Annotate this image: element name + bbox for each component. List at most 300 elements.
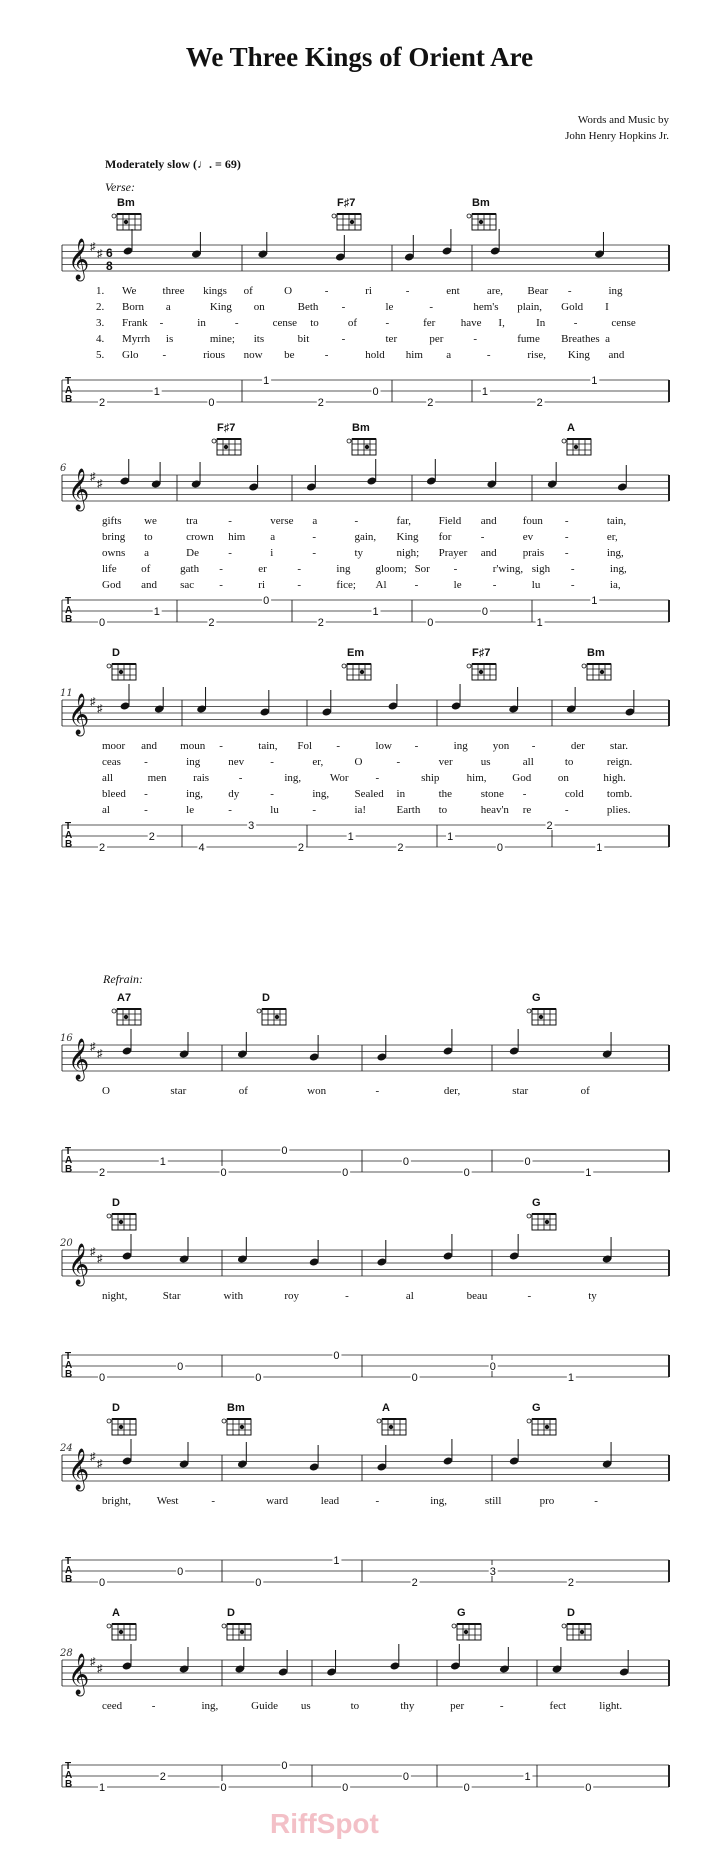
chord-name: F♯7 — [472, 647, 491, 659]
riffspot-watermark: RiffSpot — [270, 1808, 379, 1839]
lyric-syllable: - — [375, 1085, 380, 1097]
lyric-syllable: - — [324, 285, 329, 297]
tab-fret-number: 0 — [220, 1782, 227, 1794]
tab-clef-letter: T — [65, 596, 72, 607]
credit-line-1: Words and Music by — [577, 114, 669, 126]
tab-fret-number: 1 — [596, 842, 603, 854]
lyric-syllable: of — [243, 285, 253, 297]
lyric-syllable: ward — [266, 1495, 289, 1507]
lyric-syllable: - — [527, 1290, 532, 1302]
lyric-syllable: life — [102, 563, 117, 575]
lyric-syllable: al — [102, 804, 110, 816]
lyric-syllable: nigh; — [396, 547, 420, 559]
tab-fret-number: 4 — [198, 842, 205, 854]
tempo-text: Moderately slow — [105, 157, 190, 171]
lyric-syllable: - — [522, 788, 527, 800]
lyric-syllable: - — [564, 515, 569, 527]
chord-name: D — [227, 1607, 235, 1619]
lyric-syllable: - — [429, 301, 434, 313]
lyric-syllable: ev — [522, 531, 534, 543]
lyric-syllable: Earth — [396, 804, 421, 816]
lyric-syllable: to — [564, 756, 574, 768]
sharp-icon: ♯ — [97, 1253, 103, 1265]
lyric-syllable: fice; — [336, 579, 356, 591]
lyric-syllable: ver — [438, 756, 453, 768]
measure-number: 28 — [60, 1648, 73, 1659]
lyric-syllable: are, — [486, 285, 504, 297]
tab-fret-number: 2 — [148, 831, 155, 843]
verse-number: 5. — [96, 349, 105, 361]
lyric-syllable: God — [512, 772, 532, 784]
lyric-syllable: lead — [320, 1495, 340, 1507]
tab-clef-letter: T — [65, 1351, 72, 1362]
sharp-icon: ♯ — [90, 1451, 96, 1463]
lyric-syllable: bleed — [102, 788, 126, 800]
lyric-syllable: him, — [466, 772, 487, 784]
lyric-syllable: ing, — [312, 788, 330, 800]
measure-number: 6 — [60, 463, 67, 474]
lyric-syllable: ing, — [606, 547, 624, 559]
lyric-syllable: and — [141, 740, 157, 752]
lyric-syllable: - — [219, 740, 223, 752]
tab-fret-number: 1 — [153, 386, 160, 398]
tab-fret-number: 0 — [281, 1145, 288, 1157]
lyric-syllable: - — [486, 349, 491, 361]
lyric-syllable: hold — [365, 349, 385, 361]
lyric-syllable: King — [567, 349, 590, 361]
lyric-syllable: heav'n — [480, 804, 509, 816]
composer-credit — [565, 112, 669, 144]
lyric-syllable: him — [405, 349, 423, 361]
lyric-syllable: - — [228, 804, 232, 816]
tempo-marking: Moderately slow (♩. = 69) — [105, 157, 241, 171]
lyric-syllable: us — [300, 1700, 311, 1712]
lyric-syllable: pro — [539, 1495, 555, 1507]
sharp-icon: ♯ — [97, 703, 103, 715]
lyric-syllable: - — [375, 1495, 380, 1507]
tab-clef-letter: A — [65, 1565, 73, 1576]
lyric-syllable: - — [414, 579, 419, 591]
chord-name: G — [532, 1402, 541, 1414]
lyric-syllable: its — [253, 333, 265, 345]
tab-fret-number: 0 — [342, 1167, 349, 1179]
chord-name: Bm — [352, 422, 370, 434]
lyric-syllable: star — [512, 1085, 529, 1097]
sharp-icon: ♯ — [90, 471, 96, 483]
lyric-syllable: - — [144, 756, 148, 768]
lyric-syllable: star — [170, 1085, 187, 1097]
lyric-syllable: ing — [453, 740, 468, 752]
lyric-syllable: a — [605, 333, 610, 345]
treble-clef-icon: 𝄞 — [68, 693, 90, 734]
lyric-syllable: we — [144, 515, 157, 527]
sharp-icon: ♯ — [97, 1663, 103, 1675]
lyric-syllable: - — [570, 563, 575, 575]
lyric-syllable: Star — [162, 1290, 181, 1302]
lyric-syllable: - — [570, 579, 575, 591]
lyric-syllable: - — [159, 317, 164, 329]
staff-and-tab — [62, 1400, 669, 1630]
lyric-syllable: hem's — [473, 301, 499, 313]
chord-name: D — [112, 1197, 120, 1209]
lyric-syllable: le — [385, 301, 394, 313]
lyric-syllable: in — [396, 788, 406, 800]
lyric-syllable: have — [460, 317, 482, 329]
lyric-syllable: roy — [284, 1290, 299, 1302]
lyric-syllable: der, — [443, 1085, 461, 1097]
lyric-syllable: rais — [193, 772, 210, 784]
tab-fret-number: 1 — [591, 595, 598, 607]
lyric-syllable: low — [375, 740, 392, 752]
lyric-syllable: lu — [270, 804, 279, 816]
lyric-syllable: ing — [608, 285, 623, 297]
lyric-syllable: - — [341, 301, 346, 313]
lyric-syllable: to — [350, 1700, 360, 1712]
chord-name: Bm — [227, 1402, 245, 1414]
tab-fret-number: 0 — [342, 1782, 349, 1794]
lyric-syllable: to — [438, 804, 448, 816]
tab-fret-number: 0 — [427, 617, 434, 629]
tab-fret-number: 0 — [208, 397, 215, 409]
lyric-syllable: a — [165, 301, 171, 313]
lyric-syllable: verse — [270, 515, 294, 527]
lyric-syllable: stone — [480, 788, 504, 800]
chord-name: F♯7 — [217, 422, 236, 434]
lyric-syllable: - — [312, 804, 317, 816]
lyric-syllable: gifts — [102, 515, 122, 527]
lyric-syllable: ing, — [609, 563, 627, 575]
lyric-syllable: ri — [258, 579, 266, 591]
lyric-syllable: ing — [336, 563, 351, 575]
lyric-syllable: - — [567, 285, 572, 297]
treble-clef-icon: 𝄞 — [68, 1243, 90, 1284]
lyric-syllable: moor — [102, 740, 126, 752]
lyric-syllable: - — [270, 788, 274, 800]
tab-fret-number: 1 — [481, 386, 489, 398]
lyric-syllable: cense — [611, 317, 636, 329]
lyric-syllable: - — [405, 285, 410, 297]
lyric-syllable: of — [141, 563, 151, 575]
lyric-syllable: gath — [180, 563, 200, 575]
chord-name: D — [567, 1607, 575, 1619]
lyric-syllable: King — [396, 531, 419, 543]
lyric-syllable: Frank — [122, 317, 148, 329]
lyric-syllable: moun — [180, 740, 206, 752]
lyric-syllable: le — [453, 579, 462, 591]
tab-fret-number: 0 — [263, 595, 270, 607]
lyric-syllable: - — [228, 547, 232, 559]
chord-name: D — [112, 647, 120, 659]
music-system — [62, 990, 669, 1220]
chord-name: F♯7 — [337, 197, 356, 209]
lyric-syllable: tain, — [606, 515, 627, 527]
tab-fret-number: 1 — [567, 1372, 574, 1384]
lyric-syllable: high. — [603, 772, 626, 784]
lyric-syllable: God — [102, 579, 121, 591]
lyric-syllable: a — [446, 349, 452, 361]
lyric-syllable: - — [375, 772, 380, 784]
lyric-syllable: O — [284, 285, 293, 297]
lyric-syllable: er, — [606, 531, 618, 543]
tempo-bpm: = 69 — [214, 157, 237, 171]
tab-fret-number: 2 — [536, 397, 543, 409]
tab-clef-letter: B — [65, 614, 73, 625]
lyric-syllable: rious — [203, 349, 226, 361]
lyric-syllable: of — [580, 1085, 590, 1097]
lyric-syllable: Field — [438, 515, 462, 527]
verse-number: 2. — [96, 301, 105, 313]
tab-fret-number: 3 — [248, 820, 255, 832]
lyric-syllable: - — [312, 531, 317, 543]
lyric-syllable: kings — [203, 285, 227, 297]
lyric-syllable: Wor — [329, 772, 349, 784]
lyric-syllable: reign. — [606, 756, 633, 768]
tab-fret-number: 1 — [524, 1771, 531, 1783]
treble-clef-icon: 𝄞 — [68, 1448, 90, 1489]
staff-and-tab — [62, 1605, 669, 1835]
lyric-syllable: three — [162, 285, 185, 297]
verse-number: 1. — [96, 285, 105, 297]
lyric-syllable: ing, — [284, 772, 302, 784]
lyric-syllable: ship — [421, 772, 440, 784]
tab-clef-letter: A — [65, 1770, 73, 1781]
lyric-syllable: ceas — [102, 756, 121, 768]
lyric-syllable: i — [270, 547, 274, 559]
lyric-syllable: De — [186, 547, 199, 559]
lyric-syllable: nev — [228, 756, 245, 768]
lyric-syllable: tain, — [258, 740, 278, 752]
lyric-syllable: Beth — [297, 301, 319, 313]
lyric-syllable: - — [341, 333, 346, 345]
lyric-syllable: - — [385, 317, 390, 329]
tab-fret-number: 0 — [411, 1372, 418, 1384]
tab-fret-number: 1 — [372, 606, 379, 618]
music-system — [62, 1605, 669, 1835]
tab-fret-number: 2 — [546, 820, 553, 832]
lyric-syllable: bright, — [102, 1495, 132, 1507]
chord-name: Bm — [587, 647, 605, 659]
chord-name: G — [457, 1607, 466, 1619]
refrain-label: Refrain: — [103, 972, 143, 986]
chord-name: A7 — [117, 992, 132, 1004]
tab-fret-number: 2 — [397, 842, 404, 854]
tab-clef-letter: T — [65, 376, 72, 387]
lyric-syllable: Breathes — [561, 333, 600, 345]
lyric-syllable: Myrrh — [122, 333, 151, 345]
lyric-syllable: - — [162, 349, 167, 361]
tab-fret-number: 0 — [585, 1782, 592, 1794]
music-system — [62, 1400, 669, 1630]
lyric-syllable: is — [165, 333, 174, 345]
lyric-syllable: night, — [102, 1290, 128, 1302]
tab-fret-number: 2 — [99, 397, 106, 409]
lyric-syllable: We — [122, 285, 137, 297]
tab-fret-number: 0 — [372, 386, 379, 398]
treble-clef-icon: 𝄞 — [68, 238, 90, 279]
lyric-syllable: fer — [423, 317, 436, 329]
lyric-syllable: - — [336, 740, 341, 752]
lyric-syllable: still — [484, 1495, 502, 1507]
tab-fret-number: 0 — [463, 1167, 470, 1179]
lyric-syllable: per — [450, 1700, 465, 1712]
chord-name: Bm — [472, 197, 490, 209]
lyric-syllable: O — [102, 1085, 110, 1097]
verse-number: 4. — [96, 333, 105, 345]
lyric-syllable: to — [310, 317, 319, 329]
tab-fret-number: 0 — [489, 1361, 496, 1373]
tab-fret-number: 1 — [159, 1156, 166, 1168]
lyric-syllable: men — [147, 772, 167, 784]
lyric-syllable: prais — [522, 547, 545, 559]
lyric-syllable: Sor — [414, 563, 430, 575]
tab-clef-letter: T — [65, 1556, 72, 1567]
tab-fret-number: 1 — [536, 617, 543, 629]
lyric-syllable: Sealed — [354, 788, 384, 800]
lyric-syllable: tomb. — [606, 788, 633, 800]
lyric-syllable: all — [522, 756, 534, 768]
lyric-syllable: gain, — [354, 531, 377, 543]
lyric-syllable: - — [564, 547, 569, 559]
lyric-syllable: cense — [272, 317, 297, 329]
lyric-syllable: fect — [549, 1700, 567, 1712]
tab-clef-letter: T — [65, 1761, 72, 1772]
measure-number: 16 — [60, 1033, 73, 1044]
lyric-syllable: him — [228, 531, 246, 543]
lyric-syllable: Glo — [122, 349, 139, 361]
lyric-syllable: Bear — [527, 285, 549, 297]
sharp-icon: ♯ — [97, 1458, 103, 1470]
lyric-syllable: lu — [531, 579, 541, 591]
tab-fret-number: 3 — [489, 1566, 496, 1578]
lyric-syllable: with — [223, 1290, 244, 1302]
lyric-syllable: for — [438, 531, 452, 543]
lyric-syllable: bring — [102, 531, 126, 543]
lyric-syllable: ter — [385, 333, 398, 345]
time-signature: 8 — [106, 259, 113, 273]
lyric-syllable: - — [492, 579, 497, 591]
lyric-syllable: - — [499, 1700, 504, 1712]
lyric-syllable: - — [573, 317, 578, 329]
tab-clef-letter: B — [65, 1574, 73, 1585]
lyric-syllable: ty — [588, 1290, 597, 1302]
tab-fret-number: 1 — [447, 831, 454, 843]
tab-fret-number: 0 — [524, 1156, 531, 1168]
lyric-syllable: r'wing, — [492, 563, 524, 575]
lyric-syllable: now — [243, 349, 263, 361]
lyric-syllable: - — [345, 1290, 349, 1302]
lyric-syllable: Guide — [251, 1700, 279, 1712]
lyric-syllable: - — [270, 756, 274, 768]
lyric-syllable: - — [238, 772, 243, 784]
verse-label: Verse: — [105, 180, 135, 194]
chord-name: A — [112, 1607, 120, 1619]
tab-fret-number: 0 — [99, 1372, 106, 1384]
tab-fret-number: 2 — [317, 397, 324, 409]
lyric-syllable: ing, — [430, 1495, 447, 1507]
tab-clef-letter: A — [65, 1360, 73, 1371]
lyric-syllable: I — [605, 301, 609, 313]
staff-and-tab — [62, 645, 669, 875]
tab-fret-number: 2 — [317, 617, 324, 629]
song-title: We Three Kings of Orient Are — [185, 42, 534, 72]
tab-fret-number: 1 — [333, 1555, 340, 1567]
tab-clef-letter: A — [65, 605, 73, 616]
tab-fret-number: 1 — [591, 375, 598, 387]
chord-name: A — [567, 422, 575, 434]
lyric-syllable: far, — [396, 515, 412, 527]
lyric-syllable: gloom; — [375, 563, 407, 575]
chord-name: G — [532, 992, 541, 1004]
tab-fret-number: 0 — [402, 1156, 410, 1168]
tab-fret-number: 0 — [255, 1577, 262, 1589]
chord-name: Em — [347, 647, 365, 659]
lyric-syllable: - — [219, 563, 223, 575]
sharp-icon: ♯ — [90, 1246, 96, 1258]
tab-fret-number: 0 — [481, 606, 489, 618]
tab-fret-number: 2 — [567, 1577, 574, 1589]
treble-clef-icon: 𝄞 — [68, 1653, 90, 1694]
lyric-syllable: der — [570, 740, 585, 752]
lyric-syllable: light. — [599, 1700, 623, 1712]
lyric-syllable: Prayer — [438, 547, 468, 559]
sharp-icon: ♯ — [90, 1041, 96, 1053]
tab-fret-number: 1 — [347, 831, 354, 843]
lyric-syllable: ri — [365, 285, 372, 297]
music-system — [62, 195, 669, 425]
tab-clef-letter: T — [65, 1146, 72, 1157]
lyric-syllable: - — [324, 349, 329, 361]
lyric-syllable: per — [429, 333, 444, 345]
chord-name: G — [532, 1197, 541, 1209]
lyric-syllable: - — [453, 563, 458, 575]
tab-fret-number: 0 — [463, 1782, 470, 1794]
tab-fret-number: 0 — [496, 842, 503, 854]
lyric-syllable: in — [197, 317, 206, 329]
tab-fret-number: 0 — [99, 1577, 106, 1589]
lyric-syllable: to — [144, 531, 153, 543]
lyric-syllable: on — [557, 772, 569, 784]
tab-fret-number: 1 — [153, 606, 160, 618]
lyric-syllable: and — [608, 349, 625, 361]
lyric-syllable: - — [594, 1495, 598, 1507]
lyric-syllable: star. — [609, 740, 628, 752]
lyric-syllable: and — [480, 547, 497, 559]
lyric-syllable: a — [312, 515, 318, 527]
music-system — [62, 645, 669, 875]
tab-fret-number: 1 — [99, 1782, 106, 1794]
lyric-syllable: - — [151, 1700, 156, 1712]
sharp-icon: ♯ — [97, 478, 103, 490]
lyric-syllable: plies. — [606, 804, 631, 816]
music-system — [62, 1195, 669, 1425]
lyric-syllable: Born — [122, 301, 144, 313]
treble-clef-icon: 𝄞 — [68, 468, 90, 509]
lyric-syllable: - — [531, 740, 536, 752]
tab-fret-number: 2 — [427, 397, 434, 409]
tab-clef-letter: T — [65, 821, 72, 832]
lyric-syllable: ia! — [354, 804, 367, 816]
lyric-syllable: ing — [186, 756, 201, 768]
lyric-syllable: ceed — [102, 1700, 123, 1712]
tab-fret-number: 2 — [297, 842, 305, 854]
chord-name: Bm — [117, 197, 135, 209]
lyric-syllable: beau — [466, 1290, 488, 1302]
treble-clef-icon: 𝄞 — [68, 1038, 90, 1079]
tab-clef-letter: B — [65, 839, 73, 850]
lyric-syllable: sigh — [531, 563, 551, 575]
lyric-syllable: - — [396, 756, 401, 768]
staff-and-tab — [62, 1195, 669, 1425]
